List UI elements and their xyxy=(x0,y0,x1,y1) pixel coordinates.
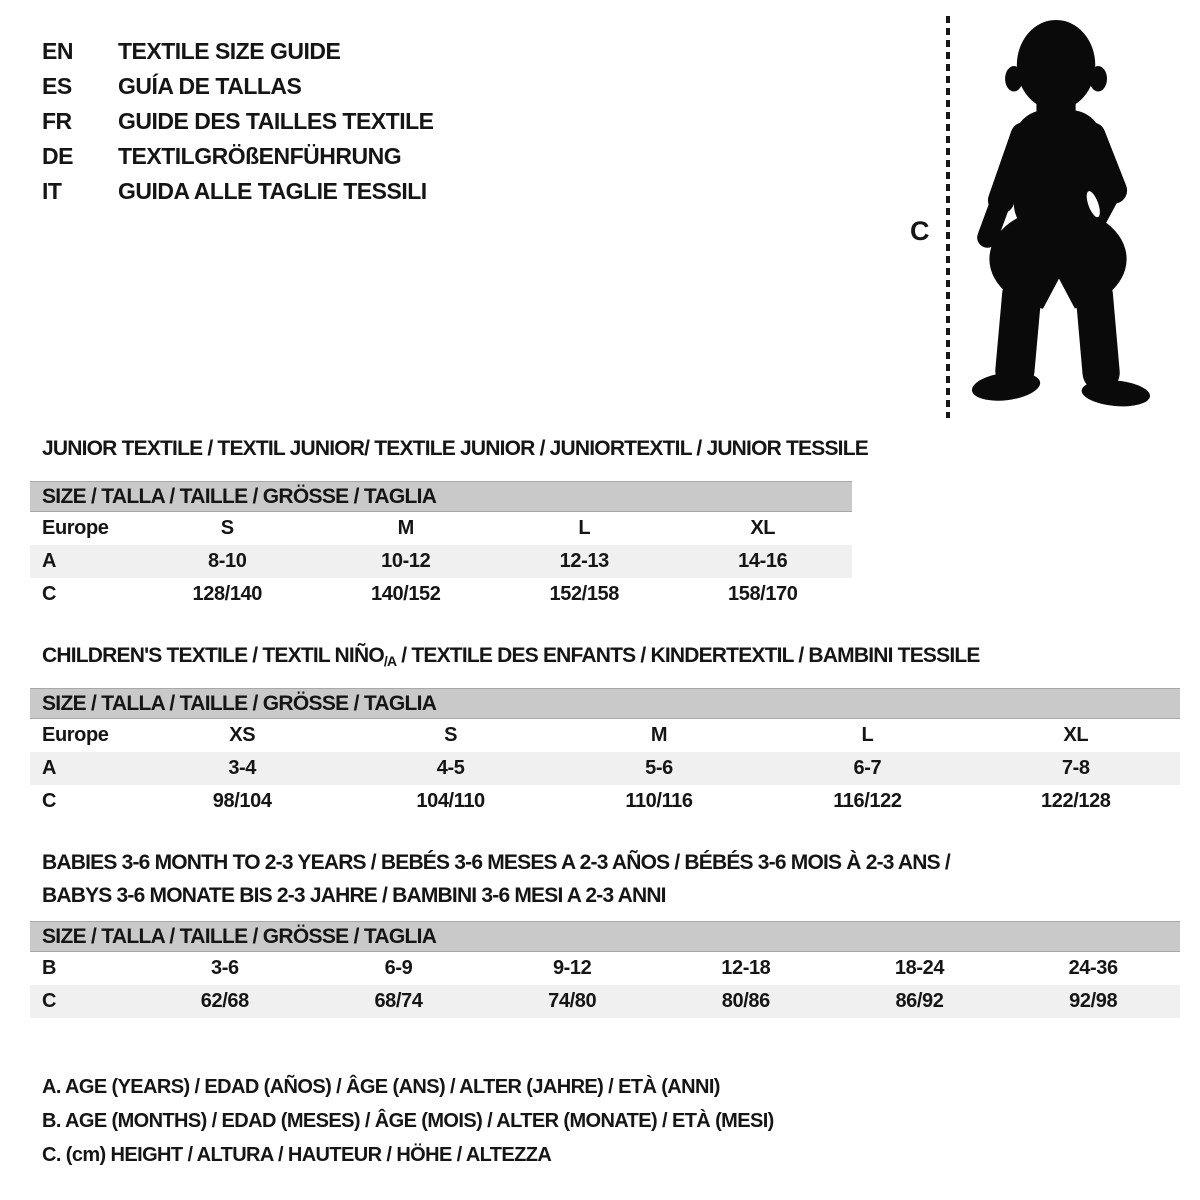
legend-line-c: C. (cm) HEIGHT / ALTURA / HAUTEUR / HÖHE / ALTEZZA xyxy=(42,1143,552,1166)
table-cell: 110/116 xyxy=(625,790,693,812)
language-title: TEXTILGRÖßENFÜHRUNG xyxy=(118,143,402,169)
table-cell: 9-12 xyxy=(552,957,592,979)
toddler-silhouette-icon xyxy=(960,12,1156,414)
language-title: GUIDE DES TAILLES TEXTILE xyxy=(118,108,434,134)
language-code: FR xyxy=(42,108,72,134)
table-cell: 4-5 xyxy=(436,757,465,779)
table-cell: 6-7 xyxy=(853,757,882,779)
language-row xyxy=(42,34,434,69)
row-label: C xyxy=(42,583,57,605)
children-title-pre: CHILDREN'S TEXTILE / TEXTIL NIÑO xyxy=(42,644,384,667)
height-measure-dashed-line xyxy=(946,16,950,418)
table-cell: 3-4 xyxy=(228,757,257,779)
table-row xyxy=(30,785,1180,818)
table-cell: 12-13 xyxy=(559,550,609,572)
table-cell: 3-6 xyxy=(210,957,239,979)
row-label: Europe xyxy=(42,724,109,746)
table-cell: 68/74 xyxy=(374,990,423,1012)
row-label: A xyxy=(42,757,57,779)
table-cell: 104/110 xyxy=(416,790,485,812)
children-size-table xyxy=(30,688,1180,818)
table-cell: 116/122 xyxy=(833,790,902,812)
table-cell: 18-24 xyxy=(894,957,945,979)
table-row xyxy=(30,719,1180,752)
table-cell: 80/86 xyxy=(721,990,770,1012)
table-cell: 7-8 xyxy=(1061,757,1090,779)
table-cell: S xyxy=(444,724,458,746)
children-table-title xyxy=(42,644,980,668)
babies-size-table xyxy=(30,921,1180,1018)
table-row xyxy=(30,512,852,545)
children-title-post: / TEXTILE DES ENFANTS / KINDERTEXTIL / BAMBINI TESSILE xyxy=(396,644,980,667)
table-cell: 6-9 xyxy=(384,957,413,979)
height-measure-label: C xyxy=(910,216,930,246)
junior-table-body xyxy=(30,512,852,611)
language-title: TEXTILE SIZE GUIDE xyxy=(118,38,341,64)
table-cell: L xyxy=(578,517,591,539)
babies-table-body xyxy=(30,952,1180,1018)
table-row xyxy=(30,952,1180,985)
table-cell: 152/158 xyxy=(549,583,619,605)
babies-table-title-line2: BABYS 3-6 MONATE BIS 2-3 JAHRE / BAMBINI 3-6 MESI A 2-3 ANNI xyxy=(42,884,666,907)
table-cell: L xyxy=(861,724,874,746)
table-cell: XS xyxy=(229,724,256,746)
table-cell: 12-18 xyxy=(721,957,771,979)
table-cell: M xyxy=(650,724,668,746)
table-row xyxy=(30,985,1180,1018)
legend xyxy=(42,1070,774,1172)
table-row xyxy=(30,545,852,578)
table-cell: 5-6 xyxy=(645,757,673,779)
row-label: B xyxy=(42,957,57,979)
language-row xyxy=(42,139,434,174)
legend-line-a: A. AGE (YEARS) / EDAD (AÑOS) / ÂGE (ANS) / ALTER (JAHRE) / ETÀ (ANNI) xyxy=(42,1075,720,1098)
row-label: A xyxy=(42,550,57,572)
size-header-row: SIZE / TALLA / TAILLE / GRÖSSE / TAGLIA xyxy=(30,688,1180,719)
table-cell: 8-10 xyxy=(208,550,247,572)
table-cell: M xyxy=(397,517,414,539)
language-title: GUIDA ALLE TAGLIE TESSILI xyxy=(118,178,427,204)
row-label: C xyxy=(42,790,57,812)
table-cell: 98/104 xyxy=(212,790,272,812)
language-title-list xyxy=(42,34,434,209)
table-cell: 158/170 xyxy=(728,583,798,605)
row-label: Europe xyxy=(42,517,109,539)
row-label: C xyxy=(42,990,57,1012)
language-row xyxy=(42,69,434,104)
babies-table-title-line1: BABIES 3-6 MONTH TO 2-3 YEARS / BEBÉS 3-6 MESES A 2-3 AÑOS / BÉBÉS 3-6 MOIS À 2-3 ANS / xyxy=(42,851,950,874)
table-cell: 10-12 xyxy=(381,550,431,572)
table-row xyxy=(30,752,1180,785)
junior-size-table xyxy=(30,481,852,611)
table-cell: XL xyxy=(750,517,776,539)
legend-line-b: B. AGE (MONTHS) / EDAD (MESES) / ÂGE (MOIS) / ALTER (MONATE) / ETÀ (MESI) xyxy=(42,1109,774,1132)
children-title-subscript: /A xyxy=(383,653,397,669)
language-code: ES xyxy=(42,73,72,99)
table-cell: 74/80 xyxy=(548,990,597,1012)
table-cell: 14-16 xyxy=(738,550,788,572)
table-cell: 62/68 xyxy=(200,990,249,1012)
table-cell: 140/152 xyxy=(371,583,441,605)
size-header-row: SIZE / TALLA / TAILLE / GRÖSSE / TAGLIA xyxy=(30,921,1180,952)
table-cell: S xyxy=(220,517,234,539)
language-row xyxy=(42,104,434,139)
size-header-row: SIZE / TALLA / TAILLE / GRÖSSE / TAGLIA xyxy=(30,481,852,512)
junior-table-title: JUNIOR TEXTILE / TEXTIL JUNIOR/ TEXTILE JUNIOR / JUNIORTEXTIL / JUNIOR TESSILE xyxy=(42,437,868,460)
language-code: EN xyxy=(42,38,73,64)
language-title: GUÍA DE TALLAS xyxy=(118,73,302,99)
children-table-body xyxy=(30,719,1180,818)
table-cell: 92/98 xyxy=(1069,990,1118,1012)
table-cell: 128/140 xyxy=(192,583,262,605)
table-cell: 24-36 xyxy=(1068,957,1118,979)
language-code: DE xyxy=(42,143,73,169)
table-cell: 122/128 xyxy=(1041,790,1111,812)
table-row xyxy=(30,578,852,611)
table-cell: XL xyxy=(1063,724,1089,746)
language-code: IT xyxy=(42,178,62,204)
table-cell: 86/92 xyxy=(895,990,944,1012)
language-row xyxy=(42,174,434,209)
